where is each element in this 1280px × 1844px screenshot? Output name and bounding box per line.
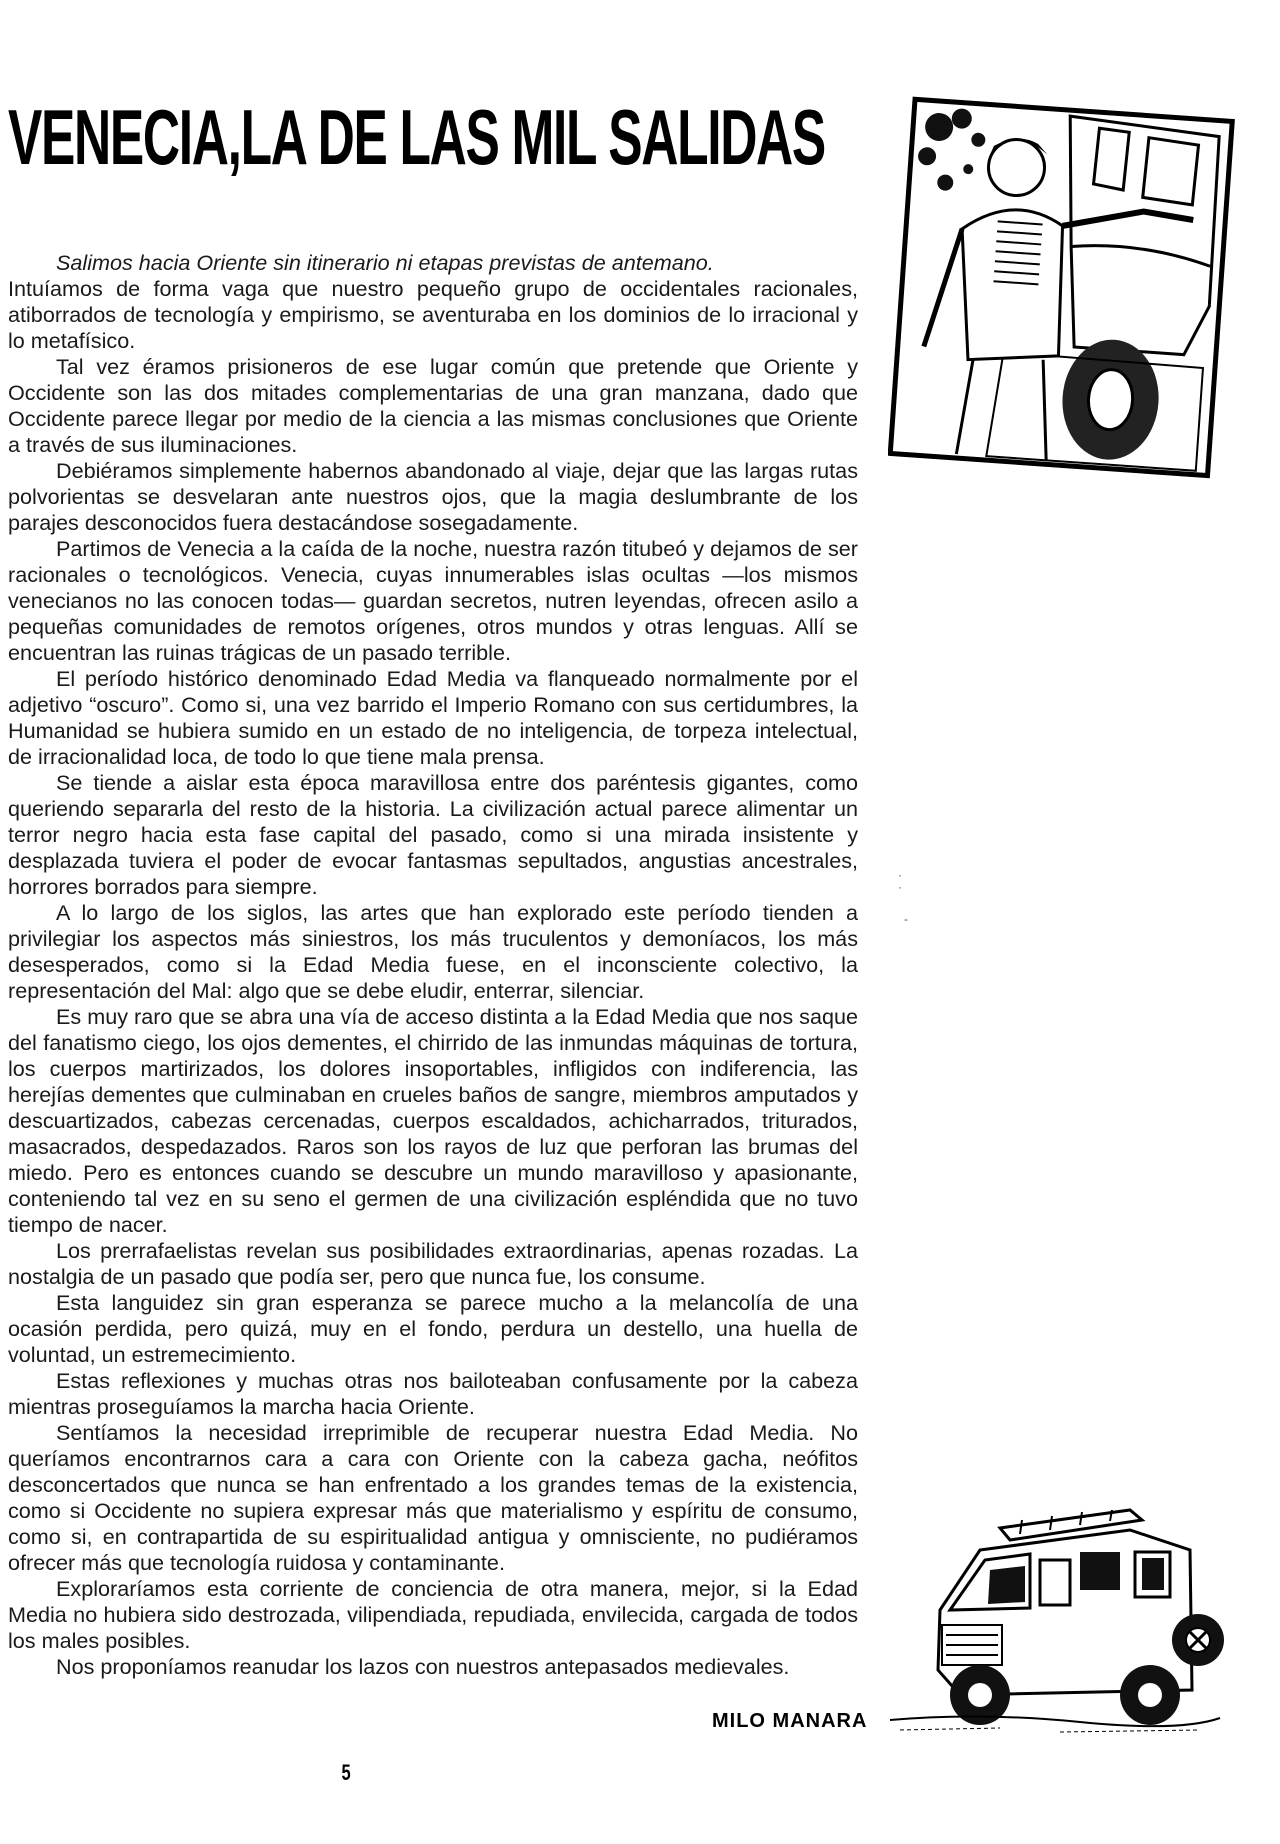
paragraph: Salimos hacia Oriente sin itinerario ni etapas previstas de antemano. bbox=[56, 250, 714, 275]
paragraph: Esta languidez sin gran esperanza se parece mucho a la melancolía de una ocasión perdida, pero quizá, muy en el fondo, perdura un destello, una huella de voluntad, un estremecimiento. bbox=[8, 1290, 858, 1367]
paragraph: Se tiende a aislar esta época maravillosa entre dos paréntesis gigantes, como queriendo separarla del resto de la historia. La civilización actual parece alimentar un terror negro hacia esta fase capital del pasado, como si una mirada insistente y desplazada tuviera el poder de evocar fantasmas sepultados, angustias ancestrales, horrores borrados para siempre. bbox=[8, 770, 858, 899]
article-body bbox=[8, 250, 858, 1680]
paragraph: A lo largo de los siglos, las artes que han explorado este período tienden a privilegiar los aspectos más siniestros, los más truculentos y demoníacos, los más desesperados, como si la Edad Media fuese, en el inconsciente colectivo, la representación del Mal: algo que se debe eludir, enterrar, silenciar. bbox=[8, 900, 858, 1003]
paragraph: Nos proponíamos reanudar los lazos con nuestros antepasados medievales. bbox=[56, 1654, 790, 1679]
paragraph: Intuíamos de forma vaga que nuestro pequeño grupo de occidentales racionales, atiborrados de tecnología y empirismo, se aventuraba en los dominios de lo irracional y lo metafísico. bbox=[8, 276, 858, 353]
scan-mark: - bbox=[904, 912, 908, 926]
article-title: VENECIA,LA DE LAS MIL SALIDAS bbox=[8, 93, 825, 181]
paragraph: Estas reflexiones y muchas otras nos bailoteaban confusamente por la cabeza mientras proseguíamos la marcha hacia Oriente. bbox=[8, 1368, 858, 1419]
author-signature: MILO MANARA bbox=[712, 1710, 868, 1732]
expedition-truck-illustration bbox=[880, 1490, 1228, 1738]
paragraph: Es muy raro que se abra una vía de acceso distinta a la Edad Media que nos saque del fanatismo ciego, los ojos dementes, el chirrido de las inmundas máquinas de tortura, los cuerpos martirizados, los dolores insoportables, infligidos con indiferencia, las herejías dementes que culminaban en crueles baños de sangre, miembros amputados y descuartizados, cabezas cercenadas, cuerpos escaldados, achicharrados, triturados, masacrados, despedazados. Raros son los rayos de luz que perforan las brumas del miedo. Pero es entonces cuando se descubre un mundo maravilloso y apasionante, conteniendo tal vez en su seno el germen de una civilización espléndida que no tuvo tiempo de nacer. bbox=[8, 1004, 858, 1237]
scan-mark: · bbox=[898, 868, 902, 882]
scan-mark: · bbox=[898, 880, 902, 894]
man-with-jeep-illustration bbox=[888, 96, 1236, 486]
paragraph: El período histórico denominado Edad Media va flanqueado normalmente por el adjetivo “oscuro”. Como si, una vez barrido el Imperio Romano con sus certidumbres, la Humanidad se hubiera sumido en un estado de no inteligencia, de torpeza intelectual, de irracionalidad loca, de todo lo que tiene mala prensa. bbox=[8, 666, 858, 769]
paragraph: Debiéramos simplemente habernos abandonado al viaje, dejar que las largas rutas polvorientas se desvelaran ante nuestros ojos, que la magia deslumbrante de los parajes desconocidos fuera destacándose sosegadamente. bbox=[8, 458, 858, 535]
paragraph: Sentíamos la necesidad irreprimible de recuperar nuestra Edad Media. No queríamos encontrarnos cara a cara con Oriente con la cabeza gacha, neófitos desconcertados que nunca se han enfrentado a los grandes temas de la existencia, como si Occidente no supiera expresar más que materialismo y espíritu de consumo, como si, en contrapartida de su espiritualidad antigua y omnisciente, no pudiéramos ofrecer más que tecnología ruidosa y contaminante. bbox=[8, 1420, 858, 1575]
paragraph: Exploraríamos esta corriente de conciencia de otra manera, mejor, si la Edad Media no hubiera sido destrozada, vilipendiada, repudiada, envilecida, cargada de todos los males posibles. bbox=[8, 1576, 858, 1653]
paragraph: Los prerrafaelistas revelan sus posibilidades extraordinarias, apenas rozadas. La nostalgia de un pasado que podía ser, pero que nunca fue, los consume. bbox=[8, 1238, 858, 1289]
paragraph: Tal vez éramos prisioneros de ese lugar común que pretende que Oriente y Occidente son las dos mitades complementarias de una gran manzana, dado que Occidente parece llegar por medio de la ciencia a las mismas conclusiones que Oriente a través de sus iluminaciones. bbox=[8, 354, 858, 457]
page-number: 5 bbox=[341, 1760, 351, 1785]
paragraph: Partimos de Venecia a la caída de la noche, nuestra razón titubeó y dejamos de ser racionales o tecnológicos. Venecia, cuyas innumerables islas ocultas —los mismos venecianos no las conocen todas— guardan secretos, nutren leyendas, ofrecen asilo a pequeñas comunidades de remotos orígenes, otros mundos y otras lenguas. Allí se encuentran las ruinas trágicas de un pasado terrible. bbox=[8, 536, 858, 665]
